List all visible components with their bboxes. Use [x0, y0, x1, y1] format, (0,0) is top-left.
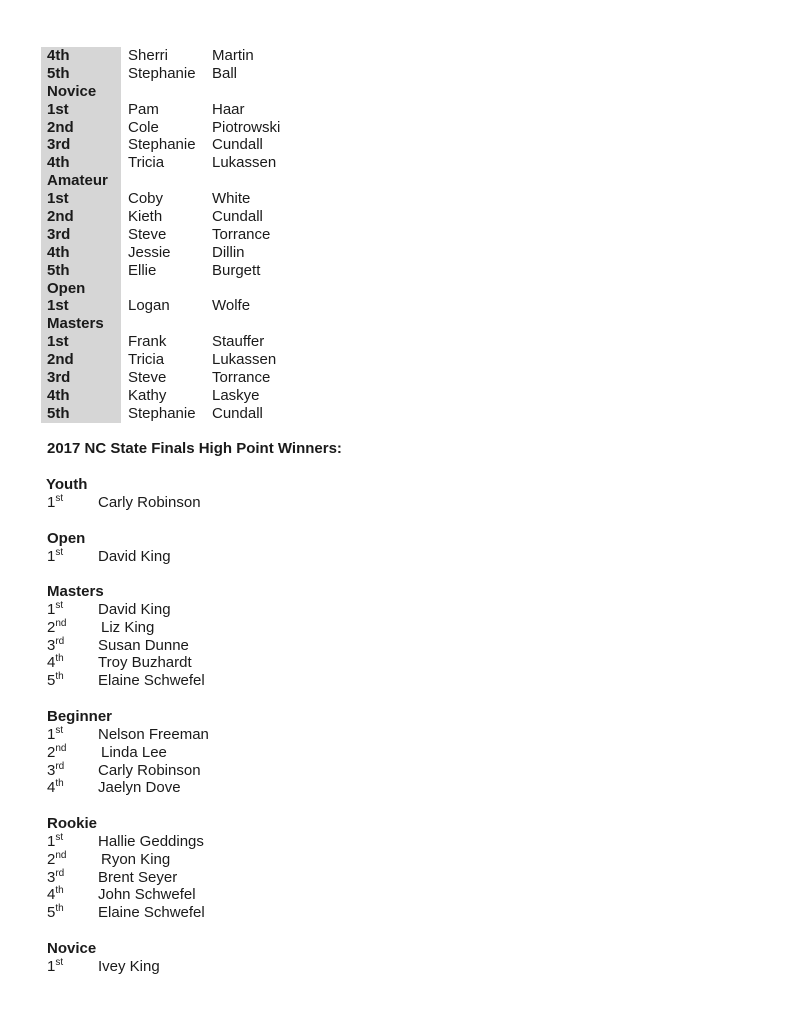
table-row [41, 136, 301, 154]
table-row [41, 333, 301, 351]
hp-entry [47, 548, 347, 566]
hp-entry [47, 833, 347, 851]
first-name-cell: Tricia [128, 154, 165, 172]
last-name-cell: Piotrowski [212, 118, 281, 136]
first-name-cell: Kieth [128, 208, 163, 226]
hp-section-novice [47, 940, 347, 976]
placement-cell: 3rd [47, 369, 71, 387]
first-name-cell: Ellie [128, 261, 157, 279]
first-name-cell: Stephanie [128, 64, 196, 82]
hp-entry [47, 601, 347, 619]
placement-cell: 4th [47, 47, 70, 64]
first-name-cell: Steve [128, 369, 167, 387]
last-name-cell: Torrance [212, 225, 271, 243]
first-name-cell: Steve [128, 225, 167, 243]
last-name-cell: Cundall [212, 208, 263, 226]
last-name-cell: Stauffer [212, 333, 265, 351]
hp-section-open [47, 530, 347, 566]
placement-cell: 5th [47, 404, 70, 422]
winner-name: Brent Seyer [98, 868, 178, 886]
hp-heading: Youth [46, 476, 88, 493]
first-name-cell: Cole [128, 118, 159, 136]
place: 3rd [47, 760, 65, 779]
winner-name: Nelson Freeman [98, 726, 209, 743]
table-row [41, 351, 301, 369]
first-name-cell: Frank [128, 333, 167, 351]
hp-section-masters [47, 583, 347, 690]
table-rows [41, 47, 301, 423]
table-row [41, 387, 301, 405]
place: 4th [47, 778, 64, 797]
table-row [41, 244, 301, 262]
last-name-cell: Lukassen [212, 351, 277, 369]
hp-heading: Rookie [47, 815, 98, 832]
hp-heading: Masters [47, 583, 104, 600]
hp-heading: Beginner [47, 708, 113, 725]
last-name-cell: Dillin [212, 243, 245, 261]
placement-cell: 4th [47, 243, 70, 261]
last-name-cell: Lukassen [212, 154, 277, 172]
place: 4th [47, 885, 64, 904]
place: 1st [47, 725, 64, 743]
winner-name: Linda Lee [101, 743, 167, 761]
table-row [41, 280, 301, 298]
hp-entry [47, 619, 347, 637]
table-row [41, 101, 301, 119]
hp-entry [47, 958, 347, 976]
place: 2nd [47, 617, 67, 636]
winner-name: Carly Robinson [98, 494, 201, 511]
first-name-cell: Stephanie [128, 404, 196, 422]
placement-cell: 4th [47, 386, 70, 404]
table-row [41, 226, 301, 244]
last-name-cell: White [212, 190, 251, 208]
placement-cell: 3rd [47, 136, 71, 154]
hp-section-youth [47, 476, 347, 512]
place: 4th [47, 653, 64, 672]
hp-entry [47, 869, 347, 887]
winner-name: Susan Dunne [98, 636, 189, 654]
table-row [41, 154, 301, 172]
hp-entry [47, 637, 347, 655]
winner-name: John Schwefel [98, 886, 196, 904]
last-name-cell: Laskye [212, 386, 260, 404]
last-name-cell: Burgett [212, 261, 261, 279]
place: 5th [47, 671, 64, 690]
high-point-title: 2017 NC State Finals High Point Winners: [47, 440, 342, 457]
placement-cell: 5th [47, 64, 70, 82]
winner-name: David King [98, 548, 171, 565]
placement-cell: 1st [47, 100, 69, 118]
hp-entry [47, 904, 347, 922]
first-name-cell: Stephanie [128, 136, 196, 154]
table-row [41, 297, 301, 315]
placement-cell: 4th [47, 154, 70, 172]
placement-cell: Amateur [47, 172, 108, 190]
table-row [41, 262, 301, 280]
place: 3rd [47, 635, 65, 654]
first-name-cell: Pam [128, 100, 159, 118]
first-name-cell: Sherri [128, 47, 169, 64]
table-row [41, 83, 301, 101]
hp-section-beginner [47, 708, 347, 797]
last-name-cell: Cundall [212, 136, 263, 154]
table-row [41, 405, 301, 423]
winner-name: Elaine Schwefel [98, 672, 205, 690]
placement-cell: Masters [47, 315, 104, 333]
winner-name: Liz King [101, 618, 155, 636]
hp-entry [47, 654, 347, 672]
winner-name: Jaelyn Dove [98, 779, 181, 797]
placement-cell: Novice [47, 82, 97, 100]
place: 1st [47, 547, 64, 565]
placement-cell: 5th [47, 261, 70, 279]
placement-cell: 2nd [47, 351, 74, 369]
place: 1st [47, 957, 64, 975]
place: 1st [47, 832, 64, 850]
winner-name: Hallie Geddings [98, 833, 204, 850]
placement-cell: 2nd [47, 208, 74, 226]
first-name-cell: Jessie [128, 243, 171, 261]
first-name-cell: Kathy [128, 386, 167, 404]
table-row [41, 47, 301, 65]
hp-section-rookie [47, 815, 347, 922]
placement-cell: 1st [47, 297, 69, 315]
hp-entry [47, 672, 347, 690]
last-name-cell: Wolfe [212, 297, 251, 315]
table-row [41, 208, 301, 226]
placement-cell: 1st [47, 333, 69, 351]
hp-entry [47, 762, 347, 780]
table-row [41, 172, 301, 190]
place: 2nd [47, 742, 67, 761]
winner-name: Elaine Schwefel [98, 904, 205, 922]
hp-entry [47, 886, 347, 904]
winner-name: Ivey King [98, 958, 160, 975]
last-name-cell: Martin [212, 47, 254, 64]
last-name-cell: Cundall [212, 404, 263, 422]
winner-name: Ryon King [101, 850, 171, 868]
placement-cell: 1st [47, 190, 69, 208]
last-name-cell: Ball [212, 64, 238, 82]
place: 2nd [47, 849, 67, 868]
hp-entry [47, 494, 347, 512]
last-name-cell: Haar [212, 100, 245, 118]
hp-entry [47, 744, 347, 762]
table-row [41, 65, 301, 83]
placement-cell: 2nd [47, 118, 74, 136]
place: 3rd [47, 867, 65, 886]
table-row [41, 315, 301, 333]
place: 5th [47, 903, 64, 922]
winner-name: Carly Robinson [98, 761, 201, 779]
results-table [41, 47, 301, 423]
first-name-cell: Tricia [128, 351, 165, 369]
first-name-cell: Logan [128, 297, 170, 315]
hp-heading: Novice [47, 940, 97, 957]
placement-cell: 3rd [47, 225, 71, 243]
hp-entry [47, 726, 347, 744]
first-name-cell: Coby [128, 190, 164, 208]
last-name-cell: Torrance [212, 369, 271, 387]
winner-name: Troy Buzhardt [98, 654, 192, 672]
placement-cell: Open [47, 279, 86, 297]
table-row [41, 190, 301, 208]
hp-heading: Open [47, 530, 86, 547]
winner-name: David King [98, 601, 171, 618]
place: 1st [47, 493, 64, 511]
table-row [41, 369, 301, 387]
hp-entry [47, 851, 347, 869]
table-row [41, 119, 301, 137]
hp-entry [47, 779, 347, 797]
place: 1st [47, 600, 64, 618]
